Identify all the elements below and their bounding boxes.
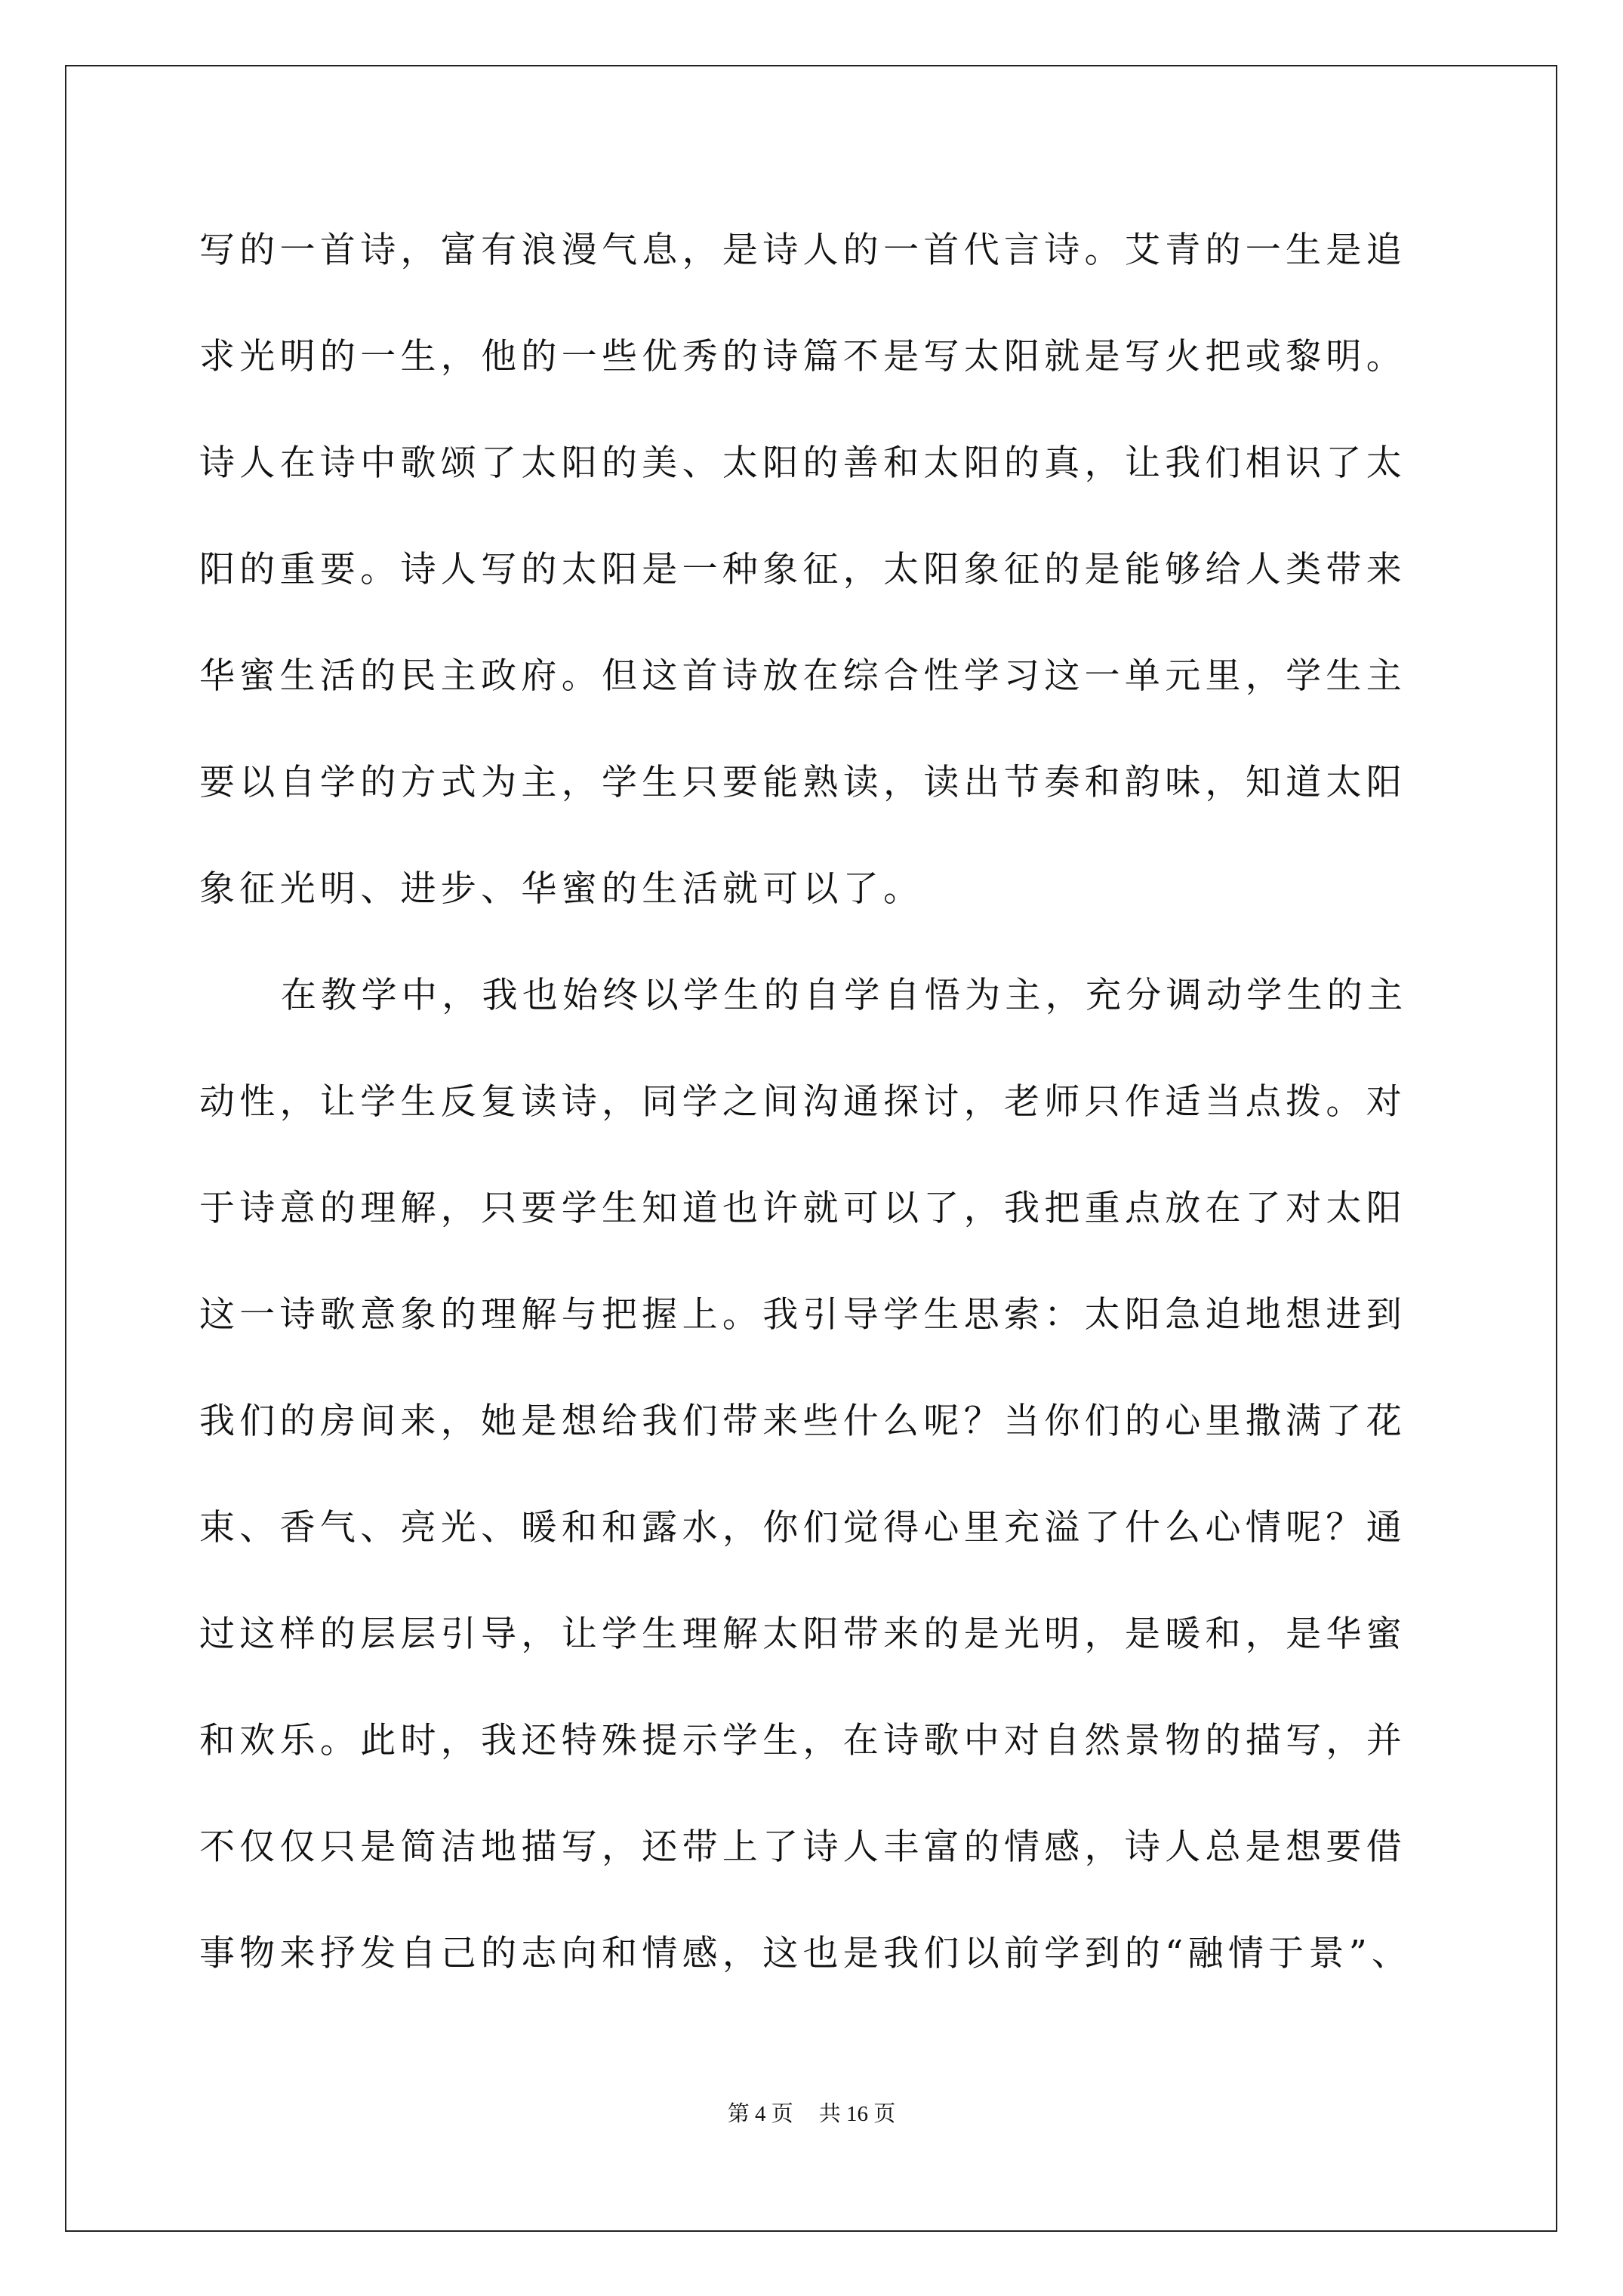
text-line: 阳的重要。诗人写的太阳是一种象征，太阳象征的是能够给人类带来 xyxy=(199,549,1406,590)
page-number: 第 4 页 xyxy=(727,2102,793,2126)
text-line: 诗人在诗中歌颂了太阳的美、太阳的善和太阳的真，让我们相识了太 xyxy=(199,442,1406,484)
text-line: 不仅仅只是简洁地描写，还带上了诗人丰富的情感，诗人总是想要借 xyxy=(199,1826,1406,1868)
text-line: 于诗意的理解，只要学生知道也许就可以了，我把重点放在了对太阳 xyxy=(199,1188,1406,1229)
page-border xyxy=(65,65,1557,2232)
text-line: 过这样的层层引导，让学生理解太阳带来的是光明，是暖和，是华蜜 xyxy=(199,1613,1406,1655)
text-line: 事物来抒发自己的志向和情感，这也是我们以前学到的“融情于景”、 xyxy=(199,1933,1412,1974)
text-line-paragraph-start: 在教学中，我也始终以学生的自学自悟为主，充分调动学生的主 xyxy=(281,975,1408,1016)
page-total: 共 16 页 xyxy=(818,2102,896,2126)
text-line: 象征光明、进步、华蜜的生活就可以了。 xyxy=(199,868,924,910)
text-line: 要以自学的方式为主，学生只要能熟读，读出节奏和韵味，知道太阳 xyxy=(199,762,1406,803)
text-line: 我们的房间来，她是想给我们带来些什么呢？当你们的心里撒满了花 xyxy=(199,1401,1406,1442)
text-line: 写的一首诗，富有浪漫气息，是诗人的一首代言诗。艾青的一生是追 xyxy=(199,230,1406,271)
page-footer xyxy=(0,2099,1623,2129)
text-line: 束、香气、亮光、暖和和露水，你们觉得心里充溢了什么心情呢？通 xyxy=(199,1507,1406,1549)
text-line: 和欢乐。此时，我还特殊提示学生，在诗歌中对自然景物的描写，并 xyxy=(199,1720,1406,1761)
text-line: 动性，让学生反复读诗，同学之间沟通探讨，老师只作适当点拨。对 xyxy=(199,1081,1406,1123)
text-line: 华蜜生活的民主政府。但这首诗放在综合性学习这一单元里，学生主 xyxy=(199,655,1406,697)
text-line: 求光明的一生，他的一些优秀的诗篇不是写太阳就是写火把或黎明。 xyxy=(199,336,1406,378)
text-line: 这一诗歌意象的理解与把握上。我引导学生思索：太阳急迫地想进到 xyxy=(199,1294,1406,1336)
